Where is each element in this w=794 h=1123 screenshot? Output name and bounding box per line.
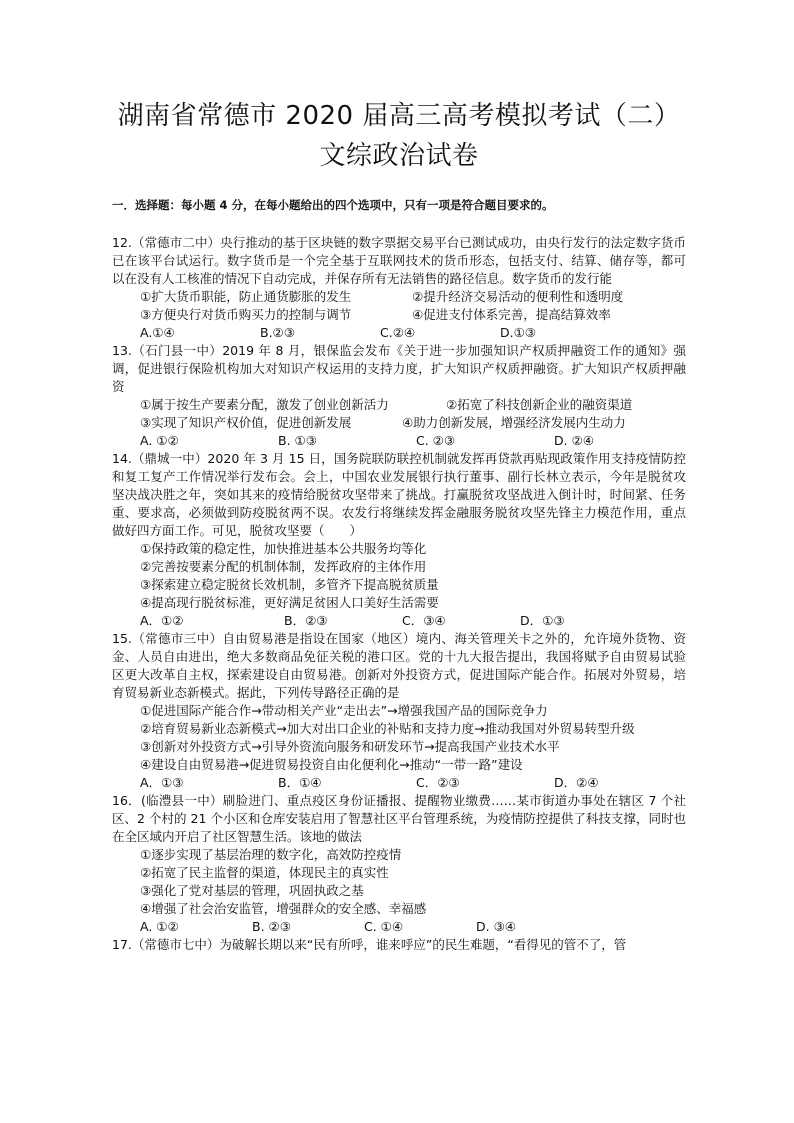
question-stem: 14.（鼎城一中）2020 年 3 月 15 日，国务院联防联控机制就发挥再贷款再贴现政策作用支持疫情防控和复工复产工作情况举行发布会。会上，中国农业发展银行执行董事、副行长林立表示，今年是脱贫攻坚决战决胜之年，突如其来的疫情给脱贫攻坚带来了挑战。打赢脱贫攻坚战进入倒计时，时间紧、任务重、要求高，必须做到防疫脱贫两不误。农发行将继续发挥金融服务脱贫攻坚先锋主力模范作用，重点做好四方面工作。可见，脱贫攻坚要（ ） (112, 451, 686, 538)
question-stem: 13.（石门县一中）2019 年 8 月，银保监会发布《关于进一步加强知识产权质押融资工作的通知》强调，促进银行保险机构加大对知识产权运用的支持力度，扩大知识产权质押融资。扩大知识产权质押融资 (112, 343, 686, 394)
option: ③探索建立稳定脱贫长效机制，多管齐下提高脱贫质量 (140, 577, 439, 592)
option: ①保持政策的稳定性，加快推进基本公共服务均等化 (140, 541, 427, 556)
answer-choices (140, 324, 686, 342)
answer-choice: B. ②③ (252, 919, 291, 934)
exam-page (112, 96, 686, 954)
question-stem: 15.（常德市三中）自由贸易港是指设在国家（地区）境内、海关管理关卡之外的，允许境外货物、资金、人员自由进出，绝大多数商品免征关税的港口区。党的十九大报告提出，我国将赋予自由贸易试验区更大改革自主权，探索建设自由贸易港。创新对外投资方式，促进国际产能合作。拓展对外贸易，培育贸易新业态新模式。据此，下列传导路径正确的是 (112, 631, 686, 700)
option: ③实现了知识产权价值，促进创新发展 (140, 415, 352, 430)
option: ④促进支付体系完善，提高结算效率 (412, 307, 611, 322)
option-row (140, 414, 686, 432)
answer-choice: D. ③④ (476, 919, 516, 934)
option-row (140, 306, 686, 324)
question-17 (112, 936, 686, 954)
answer-choice: C．③④ (402, 613, 446, 628)
option: ④建设自由贸易港→促进贸易投资自由化便利化→推动“一带一路”建设 (140, 757, 523, 772)
option: ①属于按生产要素分配，激发了创业创新活力 (140, 397, 389, 412)
answer-choice: D．②④ (554, 775, 599, 790)
option: ①促进国际产能合作→带动相关产业“走出去”→增强我国产品的国际竞争力 (140, 703, 548, 718)
question-16 (112, 792, 686, 936)
question-14 (112, 450, 686, 630)
title-line-2: 文综政治试卷 (319, 141, 479, 171)
question-12 (112, 234, 686, 342)
answer-choice: B. ①③ (278, 433, 317, 448)
option: ①扩大货币职能，防止通货膨胀的发生 (140, 289, 352, 304)
option: ②提升经济交易活动的便利性和透明度 (412, 289, 624, 304)
option: ③方便央行对货币购买力的控制与调节 (140, 307, 352, 322)
option: ④增强了社会治安监管，增强群众的安全感、幸福感 (140, 901, 427, 916)
option: ③强化了党对基层的管理，巩固执政之基 (140, 883, 364, 898)
title-line-1: 湖南省常德市 2020 届高三高考模拟考试（二） (117, 101, 681, 131)
answer-choice: B.②③ (260, 325, 295, 340)
answer-choice: D.①③ (500, 325, 537, 340)
answer-choice: C．②③ (416, 775, 460, 790)
option: ②培育贸易新业态新模式→加大对出口企业的补贴和支持力度→推动我国对外贸易转型升级 (140, 721, 635, 736)
question-stem: 16．(临澧县一中）刷脸进门、重点疫区身份证播报、提醒物业缴费……某市街道办事处在辖区 7 个社区、2 个村的 21 个小区和仓库安装启用了智慧社区平台管理系统，为疫情防控提供了科技支撑，同时也在全区域内开启了社区智慧生活。该地的做法 (112, 793, 686, 844)
option: ④提高现行脱贫标准，更好满足贫困人口美好生活需要 (140, 595, 439, 610)
answer-choice: A.①④ (140, 325, 175, 340)
question-15 (112, 630, 686, 792)
page-title (112, 96, 686, 176)
answer-choices (140, 612, 686, 630)
answer-choice: A．①③ (140, 775, 184, 790)
answer-choice: A. ①② (140, 433, 179, 448)
option: ②拓宽了民主监督的渠道，体现民主的真实性 (140, 865, 389, 880)
option-row (140, 288, 686, 306)
option-row (140, 396, 686, 414)
answer-choice: A．①② (140, 613, 184, 628)
answer-choice: B．①④ (278, 775, 322, 790)
question-13 (112, 342, 686, 450)
option: ②完善按要素分配的机制体制，发挥政府的主体作用 (140, 559, 427, 574)
answer-choice: C. ①④ (364, 919, 404, 934)
answer-choices (140, 432, 686, 450)
question-stem: 12.（常德市二中）央行推动的基于区块链的数字票据交易平台已测试成功，由央行发行的法定数字货币已在该平台试运行。数字货币是一个完全基于互联网技术的货币形态，包括支付、结算、储存等，都可以在没有人工核准的情况下自动完成，并保存所有无法销售的路径信息。数字货币的发行能 (112, 235, 686, 286)
answer-choice: D. ②④ (554, 433, 594, 448)
answer-choice: A. ①② (140, 919, 179, 934)
answer-choice: D．①③ (520, 613, 565, 628)
option: ④助力创新发展，增强经济发展内生动力 (402, 415, 626, 430)
option: ①逐步实现了基层治理的数字化，高效防控疫情 (140, 847, 402, 862)
answer-choices (140, 918, 686, 936)
answer-choice: C.②④ (380, 325, 416, 340)
answer-choices (140, 774, 686, 792)
answer-choice: C. ②③ (416, 433, 456, 448)
option: ②拓宽了科技创新企业的融资渠道 (446, 397, 633, 412)
option: ③创新对外投资方式→引导外资流向服务和研发环节→提高我国产业技术水平 (140, 739, 560, 754)
question-stem: 17.（常德市七中）为破解长期以来“民有所呼，谁来呼应”的民生难题，“看得见的管不了，管 (112, 937, 627, 952)
section-heading: 一．选择题：每小题 4 分，在每小题给出的四个选项中，只有一项是符合题目要求的。 (112, 198, 554, 212)
answer-choice: B．②③ (284, 613, 328, 628)
